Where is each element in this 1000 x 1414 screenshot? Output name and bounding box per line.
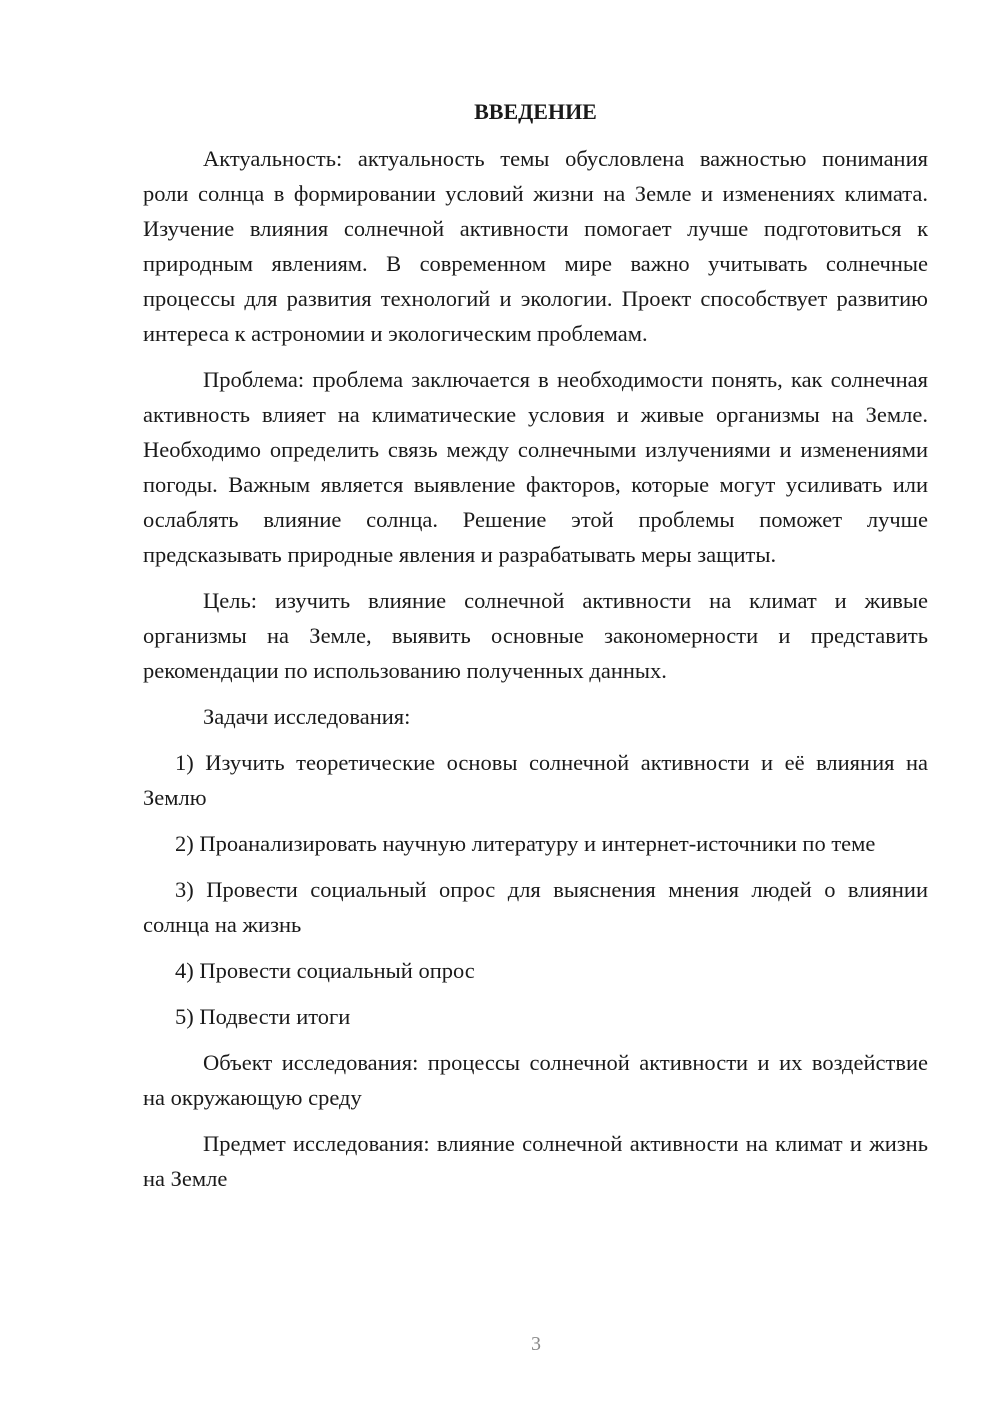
page-content — [143, 94, 928, 1207]
tasks-heading: Задачи исследования: — [203, 704, 411, 729]
page-number: 3 — [531, 1333, 541, 1355]
problem-paragraph: Проблема: проблема заключается в необходимости понять, как солнечная активность влияет на климатические условия и живые организмы на Земле. Необходимо определить связь между солнечными излучениями и изменениями погоды. Важным является выявление факторов, которые могут усиливать или ослаблять влияние солнца. Решение этой проблемы поможет лучше предсказывать природные явления и разрабатывать меры защиты. — [143, 367, 928, 567]
section-heading: ВВЕДЕНИЕ — [474, 99, 597, 124]
task-item: 3) Провести социальный опрос для выяснения мнения людей о влиянии солнца на жизнь — [143, 877, 928, 937]
research-object-paragraph: Объект исследования: процессы солнечной активности и их воздействие на окружающую среду — [143, 1050, 928, 1110]
task-item: 2) Проанализировать научную литературу и интернет-источники по теме — [175, 831, 876, 856]
relevance-paragraph: Актуальность: актуальность темы обусловлена важностью понимания роли солнца в формировании условий жизни на Земле и изменениях климата. Изучение влияния солнечной активности помогает лучше подготовиться к природным явлениям. В современном мире важно учитывать солнечные процессы для развития технологий и экологии. Проект способствует развитию интереса к астрономии и экологическим проблемам. — [143, 146, 928, 346]
task-item: 5) Подвести итоги — [175, 1004, 351, 1029]
research-subject-paragraph: Предмет исследования: влияние солнечной активности на климат и жизнь на Земле — [143, 1131, 928, 1191]
goal-paragraph: Цель: изучить влияние солнечной активности на климат и живые организмы на Земле, выявить основные закономерности и представить рекомендации по использованию полученных данных. — [143, 588, 928, 683]
task-item: 4) Провести социальный опрос — [175, 958, 475, 983]
task-item: 1) Изучить теоретические основы солнечной активности и её влияния на Землю — [143, 750, 928, 810]
